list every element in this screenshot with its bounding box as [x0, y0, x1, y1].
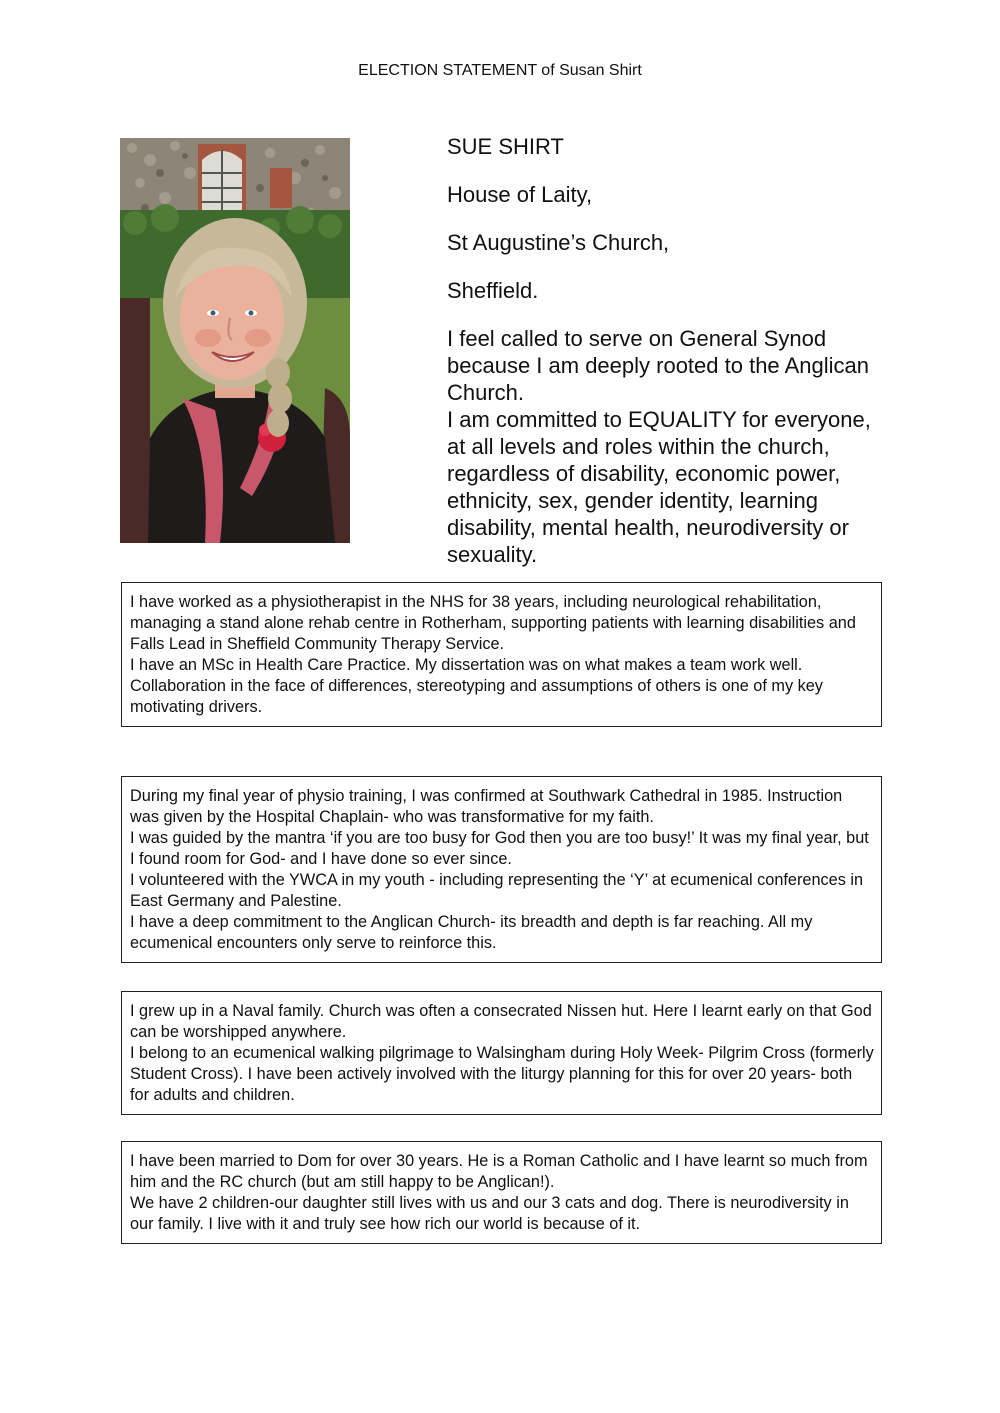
statement-paragraph: I feel called to serve on General Synod because I am deeply rooted to the Anglican Church.	[447, 326, 869, 405]
family-section	[121, 1141, 882, 1244]
church-name: St Augustine’s Church,	[447, 230, 670, 255]
section-paragraph: I have an MSc in Health Care Practice. My dissertation was on what makes a team work well.	[130, 656, 803, 674]
section-paragraph: Collaboration in the face of differences, stereotyping and assumptions of others is one of my key motivating drivers.	[130, 677, 823, 716]
section-paragraph: I belong to an ecumenical walking pilgrimage to Walsingham during Holy Week- Pilgrim Cross (formerly Student Cross). I have been actively involved with the liturgy planning for this for over 20 years- both for adults and children.	[130, 1044, 874, 1104]
section-paragraph: I was guided by the mantra ‘if you are too busy for God then you are too busy!’ It was my final year, but I found room for God- and I have done so ever since.	[130, 829, 869, 868]
upbringing-section	[121, 991, 882, 1115]
career-section	[121, 582, 882, 727]
section-paragraph: I volunteered with the YWCA in my youth - including representing the ‘Y’ at ecumenical conferences in East Germany and Palestine.	[130, 871, 864, 910]
page-title: ELECTION STATEMENT of Susan Shirt	[358, 62, 642, 79]
house-of-laity: House of Laity,	[447, 182, 593, 207]
statement-paragraph: I am committed to EQUALITY for everyone, at all levels and roles within the church, regardless of disability, economic power, ethnicity, sex, gender identity, learning disability, mental health, neurodiversity or sexuality.	[447, 407, 871, 567]
section-paragraph: During my final year of physio training, I was confirmed at Southwark Cathedral in 1985. Instruction was given by the Hospital Chaplain- who was transformative for my faith.	[130, 787, 843, 826]
calling-statement	[447, 325, 887, 568]
candidate-name: SUE SHIRT	[447, 134, 564, 159]
section-paragraph: I have been married to Dom for over 30 years. He is a Roman Catholic and I have learnt so much from him and the RC church (but am still happy to be Anglican!).	[130, 1152, 868, 1191]
candidate-header	[447, 133, 887, 568]
faith-section	[121, 776, 882, 963]
section-paragraph: I have a deep commitment to the Anglican Church- its breadth and depth is far reaching. All my ecumenical encounters only serve to reinforce this.	[130, 913, 813, 952]
candidate-photo	[120, 138, 350, 543]
section-paragraph: We have 2 children-our daughter still lives with us and our 3 cats and dog. There is neurodiversity in our family. I live with it and truly see how rich our world is because of it.	[130, 1194, 849, 1233]
section-paragraph: I grew up in a Naval family. Church was often a consecrated Nissen hut. Here I learnt early on that God can be worshipped anywhere.	[130, 1002, 872, 1041]
city-name: Sheffield.	[447, 278, 539, 303]
section-paragraph: I have worked as a physiotherapist in the NHS for 38 years, including neurological rehabilitation, managing a stand alone rehab centre in Rotherham, supporting patients with learning disabilities and Falls Lead in Sheffield Community Therapy Service.	[130, 593, 856, 653]
